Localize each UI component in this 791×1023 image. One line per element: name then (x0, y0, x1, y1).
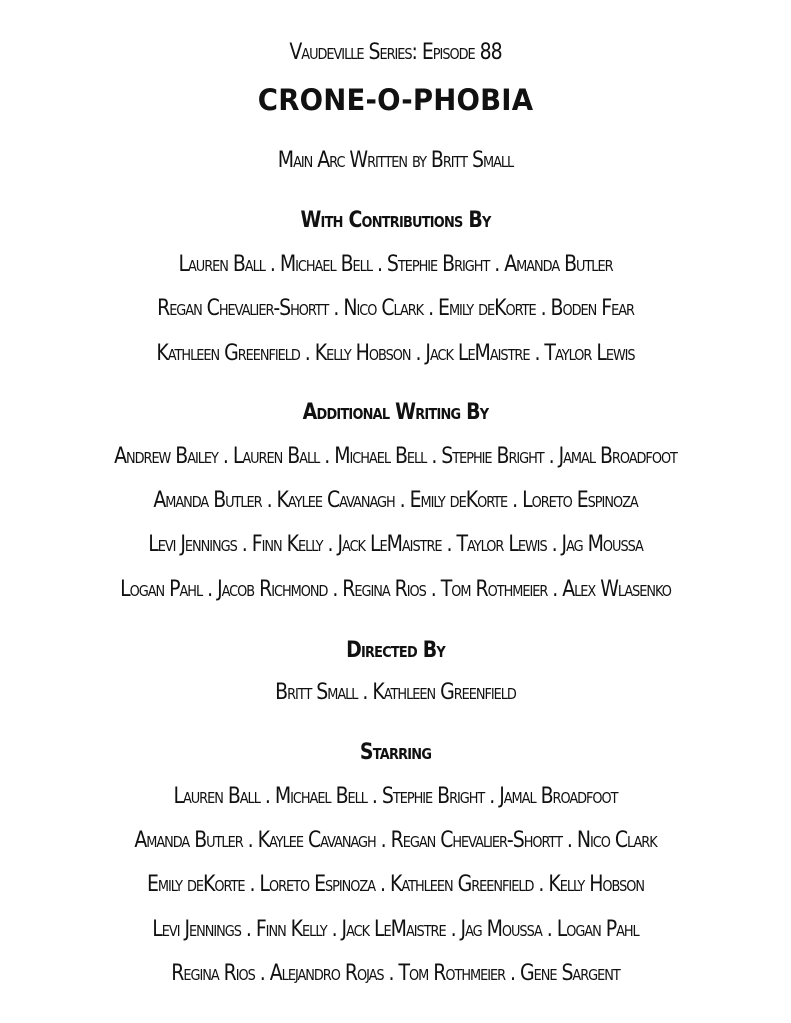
series-subtitle: Vaudeville Series: Episode 88 (289, 40, 502, 65)
contributions-line: Kathleen Greenfield . Kelly Hobson . Jack LeMaistre . Taylor Lewis (156, 341, 635, 366)
additional-writing-line: Levi Jennings . Finn Kelly . Jack LeMaistre . Taylor Lewis . Jag Moussa (148, 532, 643, 557)
directed-line: Britt Small . Kathleen Greenfield (275, 680, 516, 705)
additional-writing-line: Logan Pahl . Jacob Richmond . Regina Rios . Tom Rothmeier . Alex Wlasenko (120, 577, 671, 602)
contributions-line: Regan Chevalier-Shortt . Nico Clark . Emily deKorte . Boden Fear (157, 296, 634, 321)
starring-heading: Starring (359, 740, 432, 765)
contributions-line: Lauren Ball . Michael Bell . Stephie Bright . Amanda Butler (178, 252, 613, 277)
directed-heading: Directed By (346, 638, 445, 663)
starring-line: Amanda Butler . Kaylee Cavanagh . Regan Chevalier-Shortt . Nico Clark (134, 828, 657, 853)
episode-title: CRONE-O-PHOBIA (257, 83, 534, 117)
additional-writing-line: Andrew Bailey . Lauren Ball . Michael Bell . Stephie Bright . Jamal Broadfoot (114, 444, 677, 469)
starring-line: Regina Rios . Alejandro Rojas . Tom Rothmeier . Gene Sargent (171, 961, 620, 986)
additional-writing-heading: Additional Writing By (302, 400, 489, 425)
additional-writing-line: Amanda Butler . Kaylee Cavanagh . Emily deKorte . Loreto Espinoza (153, 488, 638, 513)
starring-line: Lauren Ball . Michael Bell . Stephie Bright . Jamal Broadfoot (173, 784, 618, 809)
main-arc-credit: Main Arc Written by Britt Small (277, 148, 514, 173)
contributions-heading: With Contributions By (300, 208, 491, 233)
starring-line: Levi Jennings . Finn Kelly . Jack LeMaistre . Jag Moussa . Logan Pahl (152, 917, 639, 942)
starring-line: Emily deKorte . Loreto Espinoza . Kathleen Greenfield . Kelly Hobson (146, 872, 645, 897)
